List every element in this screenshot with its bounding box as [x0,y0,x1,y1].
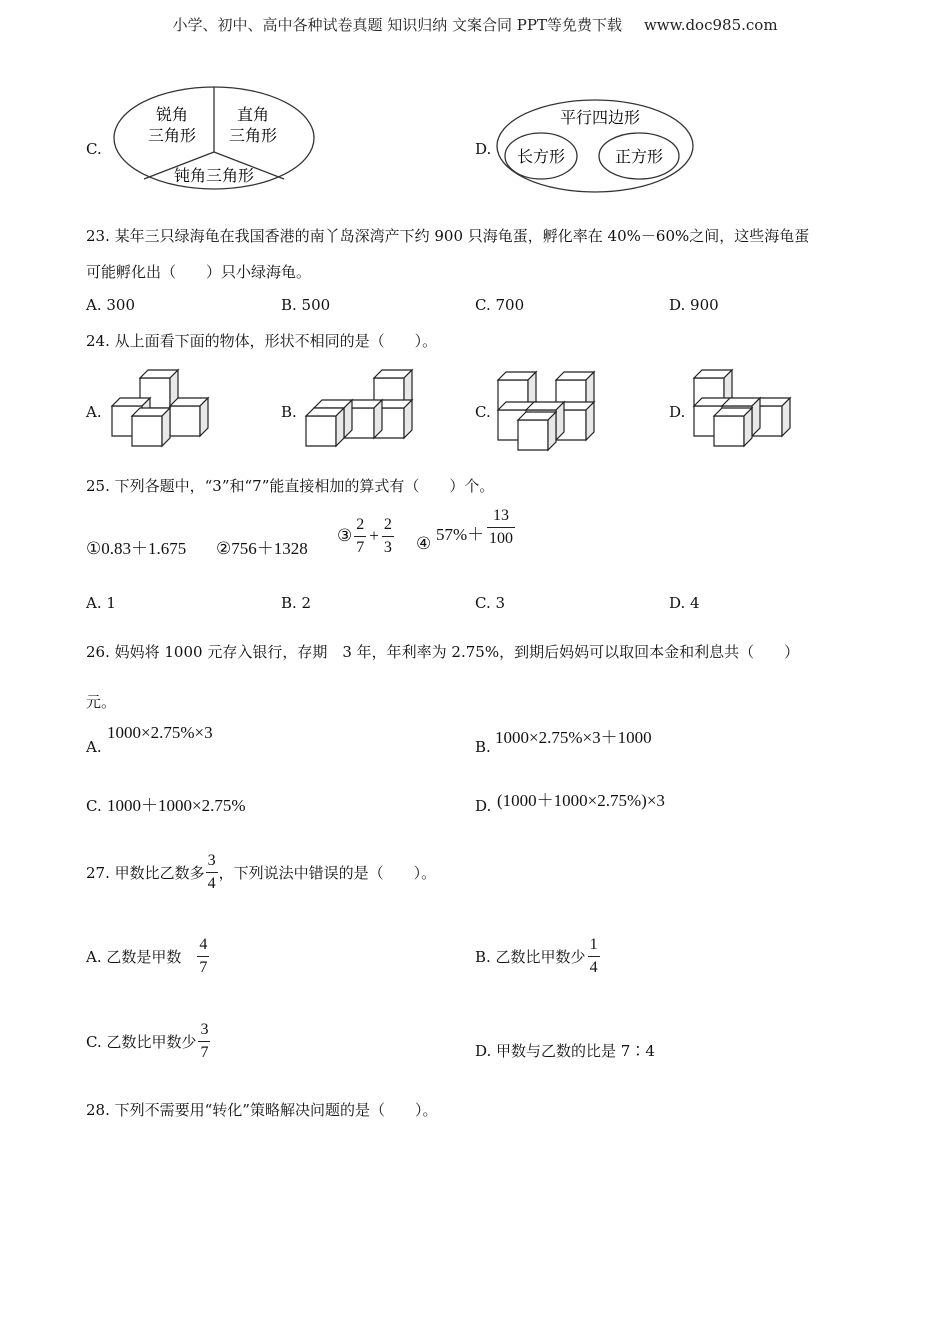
q27-option-d[interactable]: D. 甲数与乙数的比是 7∶4 [475,1042,655,1060]
q22-option-c-label[interactable]: C. [86,140,102,158]
q27-option-b-text: B. 乙数比甲数少 [475,947,586,966]
q27-option-a[interactable] [86,926,209,986]
q26-option-c-label[interactable]: C. [86,797,102,815]
q23-option-c[interactable]: C. 700 [475,296,525,314]
q26-option-b-expr: 1000×2.75%×3＋1000 [495,728,652,747]
q25-expr-4-frac: $\frac{13}{100}$ [489,507,513,547]
q25-expr-3-op: + [369,526,379,545]
d-outer-label: 平行四边形 [559,108,641,127]
q23-option-d[interactable]: D. 900 [669,296,719,314]
q27-option-b-frac: $\frac{1}{4}$ [589,935,598,976]
q24-option-a-label[interactable]: A. [86,403,102,421]
q25-option-d[interactable]: D. 4 [669,594,700,612]
q26-option-d-label[interactable]: D. [475,797,492,815]
q27-option-c-frac: $\frac{3}{7}$ [200,1020,209,1061]
header-text: 小学、初中、高中各种试卷真题 知识归纳 文案合同 PPT等免费下载 [172,16,622,34]
q27-option-c-text: C. 乙数比甲数少 [86,1032,197,1051]
q24-option-b-figure [304,368,418,450]
q25-expr-3-prefix: ③ [337,526,353,545]
q24-option-a-figure [108,368,214,450]
q27-suffix: ，下列说法中错误的是（ ）。 [218,863,437,882]
d-inner-rect: 长方形 [516,147,566,166]
q25-expr-3-frac1: $\frac{2}{7}$ [356,515,365,556]
q26-line2: 元。 [86,693,117,711]
q26-line1: 26. 妈妈将 1000 元存入银行，存期 3 年，年利率为 2.75%，到期后妈妈可以取回本金和利息共（ ） [86,643,800,661]
q25-question: 25. 下列各题中，“3”和“7”能直接相加的算式有（ ）个。 [86,477,495,495]
q26-option-c-expr: 1000＋1000×2.75% [107,796,246,815]
q24-option-d-figure [690,368,796,450]
q24-question: 24. 从上面看下面的物体，形状不相同的是（ ）。 [86,332,438,350]
q26-option-a-label[interactable]: A. [86,738,102,756]
c-obtuse: 钝角三角形 [173,166,255,185]
q27-question [86,842,436,902]
page-header [0,14,950,35]
q27-option-c[interactable] [86,1011,210,1071]
q25-option-a[interactable]: A. 1 [86,594,116,612]
q26-option-b-label[interactable]: B. [475,738,491,756]
q26-option-a-expr: 1000×2.75%×3 [107,723,213,742]
q22-option-d-label[interactable]: D. [475,140,492,158]
q24-option-b-label[interactable]: B. [281,403,297,421]
q27-prefix: 27. 甲数比乙数多 [86,863,205,882]
q27-fraction: $\frac{3}{4}$ [207,851,216,892]
q25-option-c[interactable]: C. 3 [475,594,506,612]
q26-option-d-expr: (1000＋1000×2.75%)×3 [497,791,665,810]
q23-line2: 可能孵化出（ ）只小绿海龟。 [86,263,312,281]
q22-option-d-diagram [495,98,697,194]
c-right-line2: 三角形 [228,126,278,145]
q24-option-c-figure [494,370,600,456]
q23-option-a[interactable]: A. 300 [86,296,135,314]
q27-option-a-text: A. 乙数是甲数 [86,947,182,966]
q25-expr-3-frac2: $\frac{2}{3}$ [383,515,392,556]
q25-expr-2: ②756＋1328 [216,539,308,558]
q23-line1: 23. 某年三只绿海龟在我国香港的南丫岛深湾产下约 900 只海龟蛋，孵化率在 40%－60%之间，这些海龟蛋 [86,227,810,245]
c-right-line1: 直角 [236,105,270,124]
q25-expr-3 [337,506,394,566]
q27-option-b[interactable] [475,926,600,986]
c-acute-line1: 锐角 [155,105,189,124]
q23-option-b[interactable]: B. 500 [281,296,331,314]
q25-expr-4-prefix: ④ [416,534,432,553]
q22-option-c-diagram [112,84,316,192]
q24-option-c-label[interactable]: C. [475,403,491,421]
q25-option-b[interactable]: B. 2 [281,594,312,612]
q28-question: 28. 下列不需要用“转化”策略解决问题的是（ ）。 [86,1101,438,1119]
header-url[interactable]: www.doc985.com [643,16,778,34]
q25-expr-4-pct: 57%＋ [436,525,485,544]
c-acute-line2: 三角形 [147,126,197,145]
q24-option-d-label[interactable]: D. [669,403,686,421]
q25-expr-1: ①0.83＋1.675 [86,539,187,558]
d-inner-square: 正方形 [614,147,664,166]
q27-option-a-frac: $\frac{4}{7}$ [199,935,208,976]
